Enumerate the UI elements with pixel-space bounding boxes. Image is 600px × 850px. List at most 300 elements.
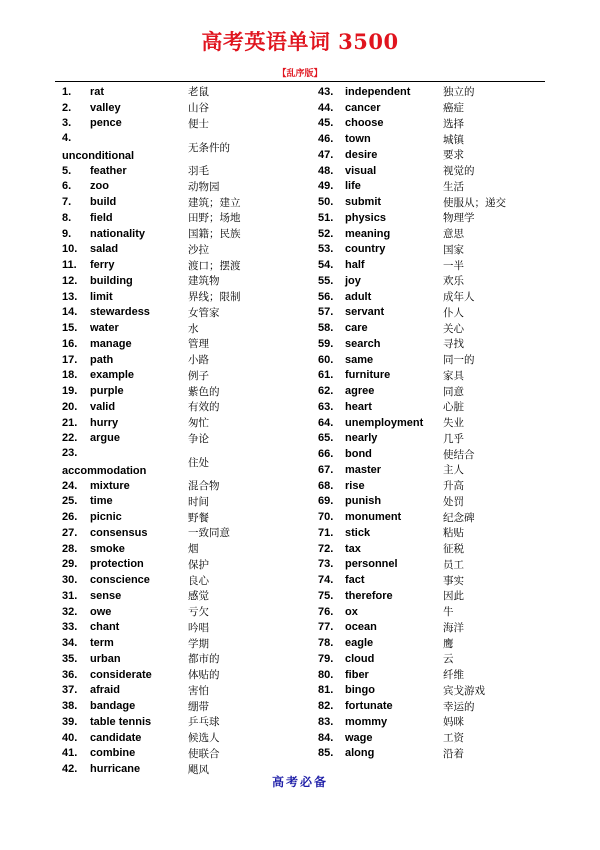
chinese-meaning: 混合物 [188, 480, 220, 493]
chinese-meaning: 无条件的 [188, 141, 230, 154]
english-word: protection [90, 558, 144, 571]
entry-number: 6. [62, 180, 72, 193]
english-word: tax [345, 542, 361, 555]
entry-number: 70. [318, 511, 334, 524]
chinese-meaning: 亏欠 [188, 606, 209, 619]
entry-number: 24. [62, 479, 78, 492]
entry-number: 47. [318, 148, 334, 161]
word-entry [62, 572, 312, 588]
word-entry [62, 746, 312, 762]
word-entry [62, 399, 312, 415]
chinese-meaning: 保护 [188, 558, 209, 571]
english-word: example [90, 369, 135, 382]
entry-number: 82. [318, 700, 334, 713]
chinese-meaning: 感觉 [188, 590, 209, 603]
chinese-meaning: 一半 [443, 259, 464, 272]
entry-number: 45. [318, 117, 334, 130]
entry-number: 51. [318, 211, 334, 224]
entry-number: 58. [318, 322, 334, 335]
word-entry [62, 431, 312, 447]
word-entry [62, 714, 312, 730]
entry-number: 10. [62, 243, 78, 256]
english-word: adult [345, 290, 372, 303]
chinese-meaning: 野餐 [188, 511, 209, 524]
english-word: rise [345, 479, 365, 492]
chinese-meaning: 山谷 [188, 102, 209, 115]
entry-number: 14. [62, 306, 78, 319]
english-word: candidate [90, 731, 142, 744]
chinese-meaning: 同一的 [443, 354, 475, 367]
english-word: unconditional [62, 149, 135, 162]
english-word: rat [90, 85, 105, 98]
english-word: agree [345, 385, 375, 398]
chinese-meaning: 意思 [443, 228, 464, 241]
entry-number: 79. [318, 652, 334, 665]
english-word: picnic [90, 511, 122, 524]
entry-number: 43. [318, 85, 334, 98]
word-entry [318, 163, 548, 179]
entry-number: 60. [318, 353, 334, 366]
entry-number: 9. [62, 227, 72, 240]
english-word: conscience [90, 574, 150, 587]
word-entry [318, 746, 548, 762]
entry-number: 8. [62, 211, 72, 224]
chinese-meaning: 匆忙 [188, 417, 209, 430]
entry-number: 68. [318, 479, 334, 492]
word-column-left [62, 84, 312, 777]
english-word: ocean [345, 621, 377, 634]
chinese-meaning: 仆人 [443, 306, 464, 319]
word-entry [62, 494, 312, 510]
word-entry [318, 320, 548, 336]
chinese-meaning: 主人 [443, 464, 464, 477]
chinese-meaning: 牛 [443, 606, 454, 619]
word-entry [62, 320, 312, 336]
page-footer: 高考必备 [271, 775, 328, 789]
entry-number: 50. [318, 196, 334, 209]
english-word: cancer [345, 101, 381, 114]
english-word: consensus [90, 526, 148, 539]
word-entry [318, 131, 548, 147]
entry-number: 1. [62, 85, 72, 98]
entry-number: 66. [318, 448, 334, 461]
english-word: ox [345, 605, 358, 618]
entry-number: 34. [62, 637, 78, 650]
chinese-meaning: 同意 [443, 385, 464, 398]
word-entry [62, 604, 312, 620]
word-entry [318, 242, 548, 258]
english-word: chant [90, 621, 120, 634]
chinese-meaning: 纤维 [443, 669, 464, 682]
entry-number: 4. [62, 132, 72, 145]
chinese-meaning: 争论 [188, 432, 209, 445]
word-entry [62, 525, 312, 541]
chinese-meaning: 水 [188, 322, 199, 335]
word-entry [318, 273, 548, 289]
english-word: feather [90, 164, 127, 177]
chinese-meaning: 事实 [443, 574, 464, 587]
chinese-meaning: 关心 [443, 322, 464, 335]
entry-number: 17. [62, 353, 78, 366]
word-entry [318, 683, 548, 699]
english-word: purple [90, 385, 124, 398]
entry-number: 69. [318, 495, 334, 508]
chinese-meaning: 渡口；摆渡 [188, 259, 241, 272]
entry-number: 41. [62, 747, 78, 760]
word-entry [62, 305, 312, 321]
word-entry [318, 635, 548, 651]
english-word: valid [90, 400, 116, 413]
english-word: build [90, 196, 117, 209]
chinese-meaning: 候选人 [188, 732, 220, 745]
entry-number: 80. [318, 668, 334, 681]
chinese-meaning: 沙拉 [188, 243, 209, 256]
chinese-meaning: 纪念碑 [443, 511, 475, 524]
word-entry [62, 336, 312, 352]
english-word: along [345, 747, 375, 760]
chinese-meaning: 使服从；递交 [443, 196, 506, 209]
entry-number: 32. [62, 605, 78, 618]
chinese-meaning: 几乎 [443, 432, 464, 445]
entry-number: 52. [318, 227, 334, 240]
english-word: cloud [345, 652, 375, 665]
chinese-meaning: 鹰 [443, 637, 454, 650]
chinese-meaning: 城镇 [443, 133, 464, 146]
word-entry [318, 210, 548, 226]
entry-number: 29. [62, 558, 78, 571]
chinese-meaning: 乒乓球 [188, 716, 220, 729]
english-word: fact [345, 574, 365, 587]
english-word: field [90, 211, 113, 224]
english-word: care [345, 322, 368, 335]
word-entry [62, 541, 312, 557]
entry-number: 30. [62, 574, 78, 587]
english-word: fortunate [345, 700, 393, 713]
entry-number: 37. [62, 684, 78, 697]
entry-number: 46. [318, 133, 334, 146]
chinese-meaning: 生活 [443, 180, 464, 193]
chinese-meaning: 妈咪 [443, 716, 464, 729]
english-word: pence [90, 117, 122, 130]
chinese-meaning: 独立的 [443, 86, 475, 99]
word-entry [62, 698, 312, 714]
chinese-meaning-cell [188, 446, 209, 478]
english-word: considerate [90, 668, 152, 681]
english-word: water [90, 322, 119, 335]
entry-number: 16. [62, 337, 78, 350]
entry-number: 78. [318, 637, 334, 650]
entry-number: 77. [318, 621, 334, 634]
chinese-meaning: 动物园 [188, 180, 220, 193]
chinese-meaning: 物理学 [443, 212, 475, 225]
chinese-meaning: 学期 [188, 637, 209, 650]
english-word: hurricane [90, 763, 141, 776]
english-word: servant [345, 306, 385, 319]
english-word: mixture [90, 479, 130, 492]
english-word: heart [345, 400, 372, 413]
word-entry [318, 525, 548, 541]
word-entry [62, 273, 312, 289]
english-word: wage [345, 731, 373, 744]
chinese-meaning: 成年人 [443, 291, 475, 304]
entry-number: 35. [62, 652, 78, 665]
english-word: combine [90, 747, 136, 760]
word-entry [318, 194, 548, 210]
page-title: 高考英语单词 3500 [201, 29, 399, 54]
entry-number: 40. [62, 731, 78, 744]
chinese-meaning: 国籍；民族 [188, 228, 241, 241]
english-word: building [90, 274, 133, 287]
english-word: sense [90, 589, 122, 602]
word-entry [62, 242, 312, 258]
chinese-meaning: 欢乐 [443, 275, 464, 288]
english-word: stewardess [90, 306, 150, 319]
word-entry [62, 667, 312, 683]
entry-number: 73. [318, 558, 334, 571]
chinese-meaning: 国家 [443, 243, 464, 256]
english-word: fiber [345, 668, 369, 681]
entry-number: 76. [318, 605, 334, 618]
english-word: country [345, 243, 386, 256]
english-word: physics [345, 211, 386, 224]
chinese-meaning-cell [188, 131, 230, 163]
english-word: town [345, 133, 371, 146]
word-entry [62, 383, 312, 399]
word-entry [62, 131, 312, 163]
word-entry [318, 383, 548, 399]
chinese-meaning: 选择 [443, 117, 464, 130]
entry-number: 19. [62, 385, 78, 398]
english-word: bingo [345, 684, 375, 697]
entry-number: 71. [318, 526, 334, 539]
chinese-meaning: 建筑物 [188, 275, 220, 288]
english-word: desire [345, 148, 378, 161]
english-word: hurry [90, 416, 119, 429]
entry-number: 75. [318, 589, 334, 602]
entry-number: 13. [62, 290, 78, 303]
word-entry [62, 179, 312, 195]
entry-number: 39. [62, 715, 78, 728]
chinese-meaning: 飓风 [188, 763, 209, 776]
word-entry-stack [62, 131, 188, 163]
entry-number: 2. [62, 101, 72, 114]
word-entry [62, 651, 312, 667]
english-word: limit [90, 290, 113, 303]
chinese-meaning: 征税 [443, 543, 464, 556]
word-entry [318, 462, 548, 478]
english-word: therefore [345, 589, 393, 602]
entry-number: 53. [318, 243, 334, 256]
entry-number: 64. [318, 416, 334, 429]
word-entry [318, 84, 548, 100]
entry-number: 27. [62, 526, 78, 539]
chinese-meaning: 员工 [443, 558, 464, 571]
entry-number: 38. [62, 700, 78, 713]
chinese-meaning: 一致同意 [188, 527, 230, 540]
word-entry-stack [62, 446, 188, 478]
english-word: ferry [90, 259, 115, 272]
entry-number: 23. [62, 447, 78, 460]
english-word: life [345, 180, 361, 193]
chinese-meaning: 云 [443, 653, 454, 666]
english-word: term [90, 637, 114, 650]
entry-number: 63. [318, 400, 334, 413]
english-word: eagle [345, 637, 374, 650]
chinese-meaning: 处罚 [443, 495, 464, 508]
chinese-meaning: 心脏 [443, 401, 464, 414]
entry-number: 55. [318, 274, 334, 287]
entry-number: 81. [318, 684, 334, 697]
entry-number: 67. [318, 463, 334, 476]
word-entry [318, 415, 548, 431]
chinese-meaning: 失业 [443, 417, 464, 430]
english-word: owe [90, 605, 112, 618]
word-entry [62, 210, 312, 226]
word-entry [318, 147, 548, 163]
entry-number: 25. [62, 495, 78, 508]
english-word: independent [345, 85, 411, 98]
word-entry [62, 163, 312, 179]
english-word: search [345, 337, 381, 350]
chinese-meaning: 害怕 [188, 684, 209, 697]
chinese-meaning: 粘贴 [443, 527, 464, 540]
english-word: argue [90, 432, 120, 445]
entry-number: 85. [318, 747, 334, 760]
chinese-meaning: 工资 [443, 732, 464, 745]
chinese-meaning: 寻找 [443, 338, 464, 351]
english-word: unemployment [345, 416, 424, 429]
word-entry [318, 305, 548, 321]
chinese-meaning: 家具 [443, 369, 464, 382]
word-entry [62, 289, 312, 305]
chinese-meaning: 建筑；建立 [188, 196, 241, 209]
word-entry [62, 620, 312, 636]
word-entry [62, 730, 312, 746]
chinese-meaning: 海洋 [443, 621, 464, 634]
english-word: accommodation [62, 464, 147, 477]
entry-number: 7. [62, 196, 72, 209]
entry-number: 21. [62, 416, 78, 429]
word-entry [318, 557, 548, 573]
word-entry [62, 415, 312, 431]
entry-number: 11. [62, 259, 77, 272]
word-entry [318, 572, 548, 588]
english-word: salad [90, 243, 119, 256]
entry-number: 84. [318, 731, 334, 744]
word-entry [62, 84, 312, 100]
word-entry [318, 588, 548, 604]
word-entry [62, 509, 312, 525]
word-entry [62, 683, 312, 699]
chinese-meaning: 要求 [443, 149, 464, 162]
chinese-meaning: 因此 [443, 590, 464, 603]
english-word: joy [345, 274, 361, 287]
word-entry [318, 100, 548, 116]
english-word: choose [345, 117, 384, 130]
entry-number: 65. [318, 432, 334, 445]
english-word: meaning [345, 227, 391, 240]
word-entry [318, 541, 548, 557]
word-entry [318, 116, 548, 132]
word-entry [318, 714, 548, 730]
word-entry [62, 100, 312, 116]
entry-number: 83. [318, 715, 334, 728]
entry-number: 5. [62, 164, 72, 177]
header-divider [55, 81, 545, 82]
chinese-meaning: 时间 [188, 495, 209, 508]
chinese-meaning: 羽毛 [188, 165, 209, 178]
word-column-right [318, 84, 548, 761]
entry-number: 62. [318, 385, 334, 398]
word-entry [318, 336, 548, 352]
english-word: submit [345, 196, 382, 209]
word-entry [318, 446, 548, 462]
word-entry [62, 257, 312, 273]
word-entry [318, 651, 548, 667]
chinese-meaning: 绷带 [188, 700, 209, 713]
chinese-meaning: 体贴的 [188, 669, 220, 682]
chinese-meaning: 幸运的 [443, 700, 475, 713]
english-word: bandage [90, 700, 136, 713]
english-word: punish [345, 495, 382, 508]
chinese-meaning: 升高 [443, 480, 464, 493]
page-subtitle: 【乱序版】 [277, 69, 323, 79]
word-entry [318, 509, 548, 525]
entry-number: 72. [318, 542, 334, 555]
word-entry [318, 730, 548, 746]
chinese-meaning: 使结合 [443, 448, 475, 461]
entry-number: 44. [318, 101, 334, 114]
english-word: manage [90, 337, 132, 350]
word-entry [318, 494, 548, 510]
word-entry [62, 368, 312, 384]
entry-number: 28. [62, 542, 78, 555]
chinese-meaning: 例子 [188, 369, 209, 382]
chinese-meaning: 住处 [188, 456, 209, 469]
english-word: path [90, 353, 114, 366]
entry-number: 56. [318, 290, 334, 303]
entry-number: 57. [318, 306, 334, 319]
english-word: personnel [345, 558, 398, 571]
word-entry [318, 179, 548, 195]
chinese-meaning: 沿着 [443, 747, 464, 760]
english-word: furniture [345, 369, 391, 382]
chinese-meaning: 老鼠 [188, 86, 209, 99]
english-word: smoke [90, 542, 125, 555]
entry-number: 61. [318, 369, 334, 382]
word-entry [318, 667, 548, 683]
chinese-meaning: 管理 [188, 338, 209, 351]
chinese-meaning: 吟唱 [188, 621, 209, 634]
english-word: half [345, 259, 365, 272]
chinese-meaning: 便士 [188, 117, 209, 130]
chinese-meaning: 界线；限制 [188, 291, 241, 304]
chinese-meaning: 都市的 [188, 653, 220, 666]
english-word: bond [345, 448, 372, 461]
entry-number: 26. [62, 511, 78, 524]
english-word: afraid [90, 684, 120, 697]
word-entry [318, 257, 548, 273]
entry-number: 54. [318, 259, 334, 272]
chinese-meaning: 紫色的 [188, 385, 220, 398]
word-entry [318, 478, 548, 494]
chinese-meaning: 烟 [188, 543, 199, 556]
word-entry [318, 431, 548, 447]
english-word: zoo [90, 180, 109, 193]
word-entry [62, 635, 312, 651]
entry-number: 48. [318, 164, 334, 177]
chinese-meaning: 小路 [188, 354, 209, 367]
